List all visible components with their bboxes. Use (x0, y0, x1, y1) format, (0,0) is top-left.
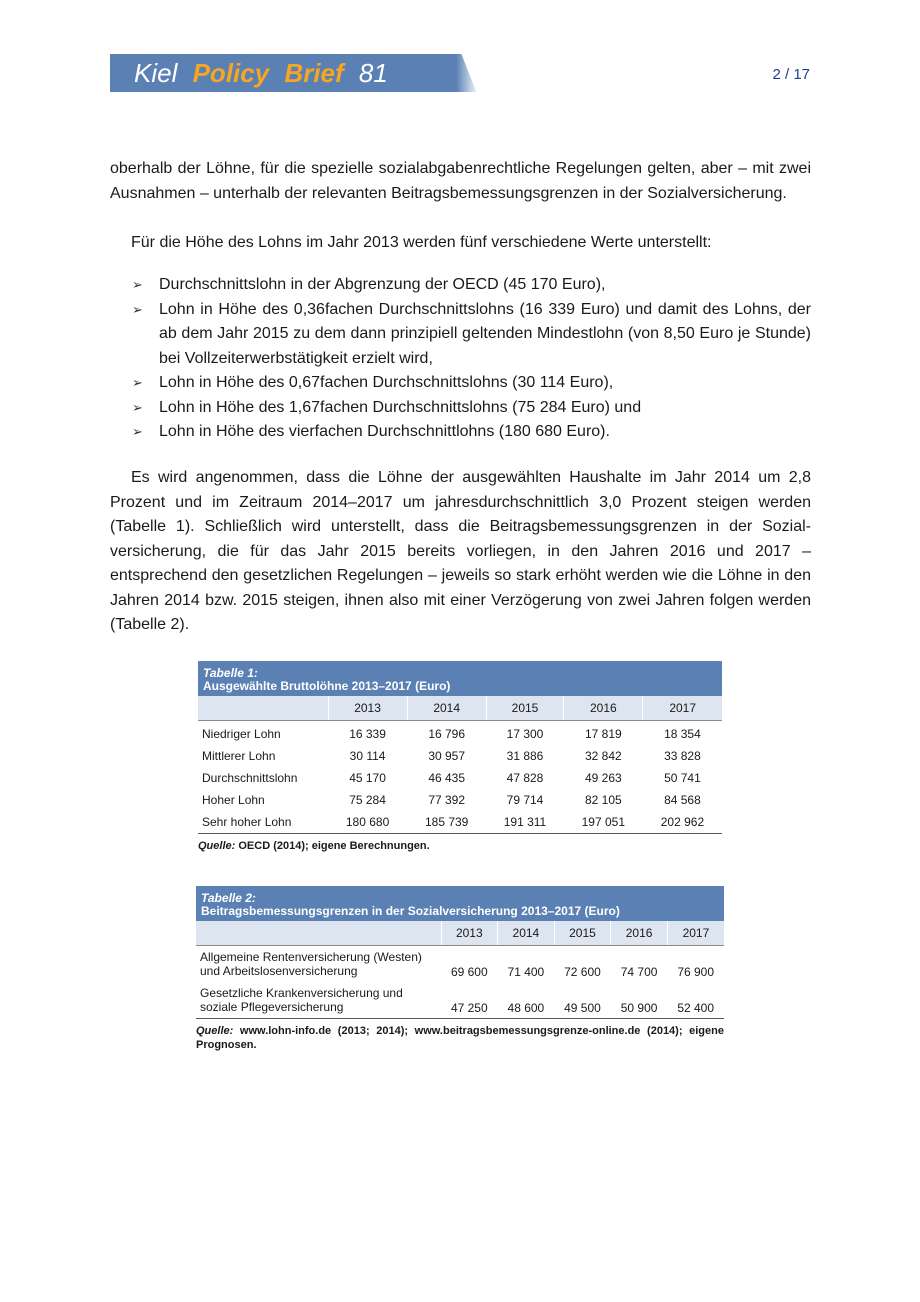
table-cell: 16 796 (428, 727, 466, 741)
source-text: www.lohn-info.de (2013; 2014); www.beitragsbemessungsgrenze-online.de (2014); eigene Prognosen. (196, 1025, 724, 1051)
table-cell: 71 400 (507, 965, 545, 979)
arrow-bullet-icon: ➢ (132, 277, 143, 292)
paragraph-3: Es wird angenommen, dass die Löhne der ausgewählten Haushalte im Jahr 2014 um 2,8 Prozent und im Zeitraum 2014–2017 um jahresdurchschnittlich 3,0 Prozent steigen werden (Tabelle 1). Schließlich wird unterstellt, dass die Beitragsbemessungsgrenzen in der Sozialversicherung, die für das Jahr 2015 bereits vorliegen, in den Jahren 2016 und 2017 – entsprechend den gesetzlichen Regelungen – jeweils so stark erhöht werden wie die Löhne in den Jahren 2014 bzw. 2015 steigen, ihnen also mit einer Verzögerung von zwei Jahren folgen werden (Tabelle 2). (110, 469, 811, 633)
table-2-title: Beitragsbemessungsgrenzen in der Sozialversicherung 2013–2017 (Euro) (201, 904, 620, 918)
table-cell: 84 568 (664, 793, 701, 807)
row-label (196, 946, 441, 983)
source-text: OECD (2014); eigene Berechnungen. (235, 840, 430, 852)
table-cell: 30 957 (428, 749, 466, 763)
header-year: 2017 (643, 696, 722, 721)
header-year: 2014 (407, 696, 486, 721)
table-cell: 30 114 (349, 749, 386, 763)
paragraph-2: Für die Höhe des Lohns im Jahr 2013 werden fünf verschiedene Werte unterstellt: (131, 234, 712, 251)
row-label: Hoher Lohn (202, 793, 265, 807)
series-title (134, 56, 396, 90)
table-row (198, 811, 722, 834)
row-label-line-1: Gesetzliche Krankenversicherung und (200, 985, 403, 1000)
table-cell: 48 600 (498, 982, 555, 1019)
header-year: 2014 (498, 921, 555, 946)
source-label: Quelle: (196, 1025, 234, 1037)
header-year: 2013 (328, 696, 407, 721)
title-word-policy: Policy (192, 58, 270, 88)
header-year: 2013 (441, 921, 498, 946)
list-item: ➢ Lohn in Höhe des 1,67fachen Durchschnittslohns (75 284 Euro) und (110, 396, 811, 421)
row-label: Niedriger Lohn (202, 727, 281, 741)
row-label: Sehr hoher Lohn (198, 811, 328, 834)
table-cell: 76 900 (677, 965, 715, 979)
table-row (198, 789, 722, 811)
header-year: 2017 (667, 921, 724, 946)
row-label: Durchschnittslohn (202, 771, 298, 785)
table-cell: 32 842 (584, 749, 622, 763)
table-cell: 33 828 (664, 749, 701, 763)
header-year: 2016 (611, 921, 668, 946)
title-word-brief: Brief (284, 58, 344, 88)
table-cell: 31 886 (506, 749, 544, 763)
table-cell: 74 700 (620, 965, 658, 979)
table-cell: 197 051 (564, 811, 643, 834)
table-2-caption (196, 886, 724, 921)
table-2-source (196, 1024, 724, 1052)
table-cell: 191 311 (486, 811, 564, 834)
table-1-label: Tabelle 1: (203, 666, 258, 680)
table-cell: 50 900 (611, 982, 668, 1019)
table-cell: 202 962 (643, 811, 722, 834)
header-year: 2015 (486, 696, 564, 721)
table-cell: 45 170 (349, 771, 386, 785)
table-cell: 18 354 (664, 727, 701, 741)
list-item: ➢ Lohn in Höhe des vierfachen Durchschnittlohns (180 680 Euro). (110, 420, 811, 445)
table-row (198, 767, 722, 789)
paragraph-1: oberhalb der Löhne, für die spezielle sozialabgabenrechtliche Regelungen gelten, aber – mit zwei Ausnahmen – unterhalb der relevanten Beitragsbemessungsgrenzen in der Sozialversicherung. (110, 160, 811, 202)
source-label: Quelle: (198, 840, 236, 852)
table-cell: 50 741 (664, 771, 701, 785)
arrow-bullet-icon: ➢ (132, 399, 143, 415)
table-row (198, 745, 722, 767)
table-cell: 46 435 (428, 771, 466, 785)
header-cell-empty (196, 921, 441, 946)
arrow-bullet-icon: ➢ (132, 424, 143, 439)
header-year: 2015 (554, 921, 611, 946)
table-cell: 69 600 (450, 965, 488, 979)
table-row (196, 946, 724, 983)
table-cell: 82 105 (584, 793, 622, 807)
table-cell: 52 400 (667, 982, 724, 1019)
table-row (196, 982, 724, 1019)
row-label-line-2: und Arbeitslosenversicherung (200, 964, 358, 978)
table-1-title: Ausgewählte Bruttolöhne 2013–2017 (Euro) (203, 679, 451, 693)
title-word-kiel: Kiel (134, 58, 178, 88)
table-cell: 79 714 (506, 793, 544, 807)
table-header-row (198, 696, 722, 721)
table-cell: 75 284 (349, 793, 386, 807)
table-cell: 47 250 (441, 982, 498, 1019)
table-header-row (196, 921, 724, 946)
table-2-label: Tabelle 2: (201, 891, 256, 905)
table-1 (198, 661, 722, 853)
list-item: ➢ Durchschnittslohn in der Abgrenzung der OECD (45 170 Euro), (110, 273, 811, 298)
title-word-number: 81 (358, 58, 388, 88)
arrow-bullet-icon: ➢ (132, 301, 143, 317)
table-cell: 72 600 (564, 965, 601, 979)
arrow-bullet-icon: ➢ (132, 375, 143, 390)
table-cell: 77 392 (428, 793, 466, 807)
list-item: ➢ Lohn in Höhe des 0,36fachen Durchschnittslohns (16 339 Euro) und damit des Lohns, der ab dem Jahr 2015 zu dem dann prinzipiell geltenden Mindestlohn (von 8,50 Euro je Stunde) bei Vollzeiterwerbstätigkeit erzielt wird, (110, 298, 811, 372)
list-item: ➢ Lohn in Höhe des 0,67fachen Durchschnittslohns (30 114 Euro), (110, 371, 811, 396)
table-1-source (198, 839, 722, 853)
table-1-caption (198, 661, 722, 696)
table-cell: 17 819 (584, 727, 622, 741)
table-cell: 180 680 (328, 811, 407, 834)
header-cell-empty (198, 696, 328, 721)
wage-bullet-list (110, 273, 811, 445)
header-year: 2016 (564, 696, 643, 721)
table-cell: 49 263 (584, 771, 622, 785)
page-number: 2 / 17 (772, 66, 810, 83)
table-cell: 16 339 (349, 727, 386, 741)
table-row (198, 721, 722, 746)
table-cell: 47 828 (506, 771, 544, 785)
table-2 (196, 886, 724, 1052)
row-label: Mittlerer Lohn (202, 749, 276, 763)
table-cell: 17 300 (506, 727, 544, 741)
row-label-line-1: Allgemeine Rentenversicherung (Westen) (200, 949, 422, 964)
row-label (196, 982, 441, 1019)
row-label-line-2: soziale Pflegeversicherung (200, 1000, 344, 1014)
table-cell: 49 500 (554, 982, 611, 1019)
table-cell: 185 739 (407, 811, 486, 834)
